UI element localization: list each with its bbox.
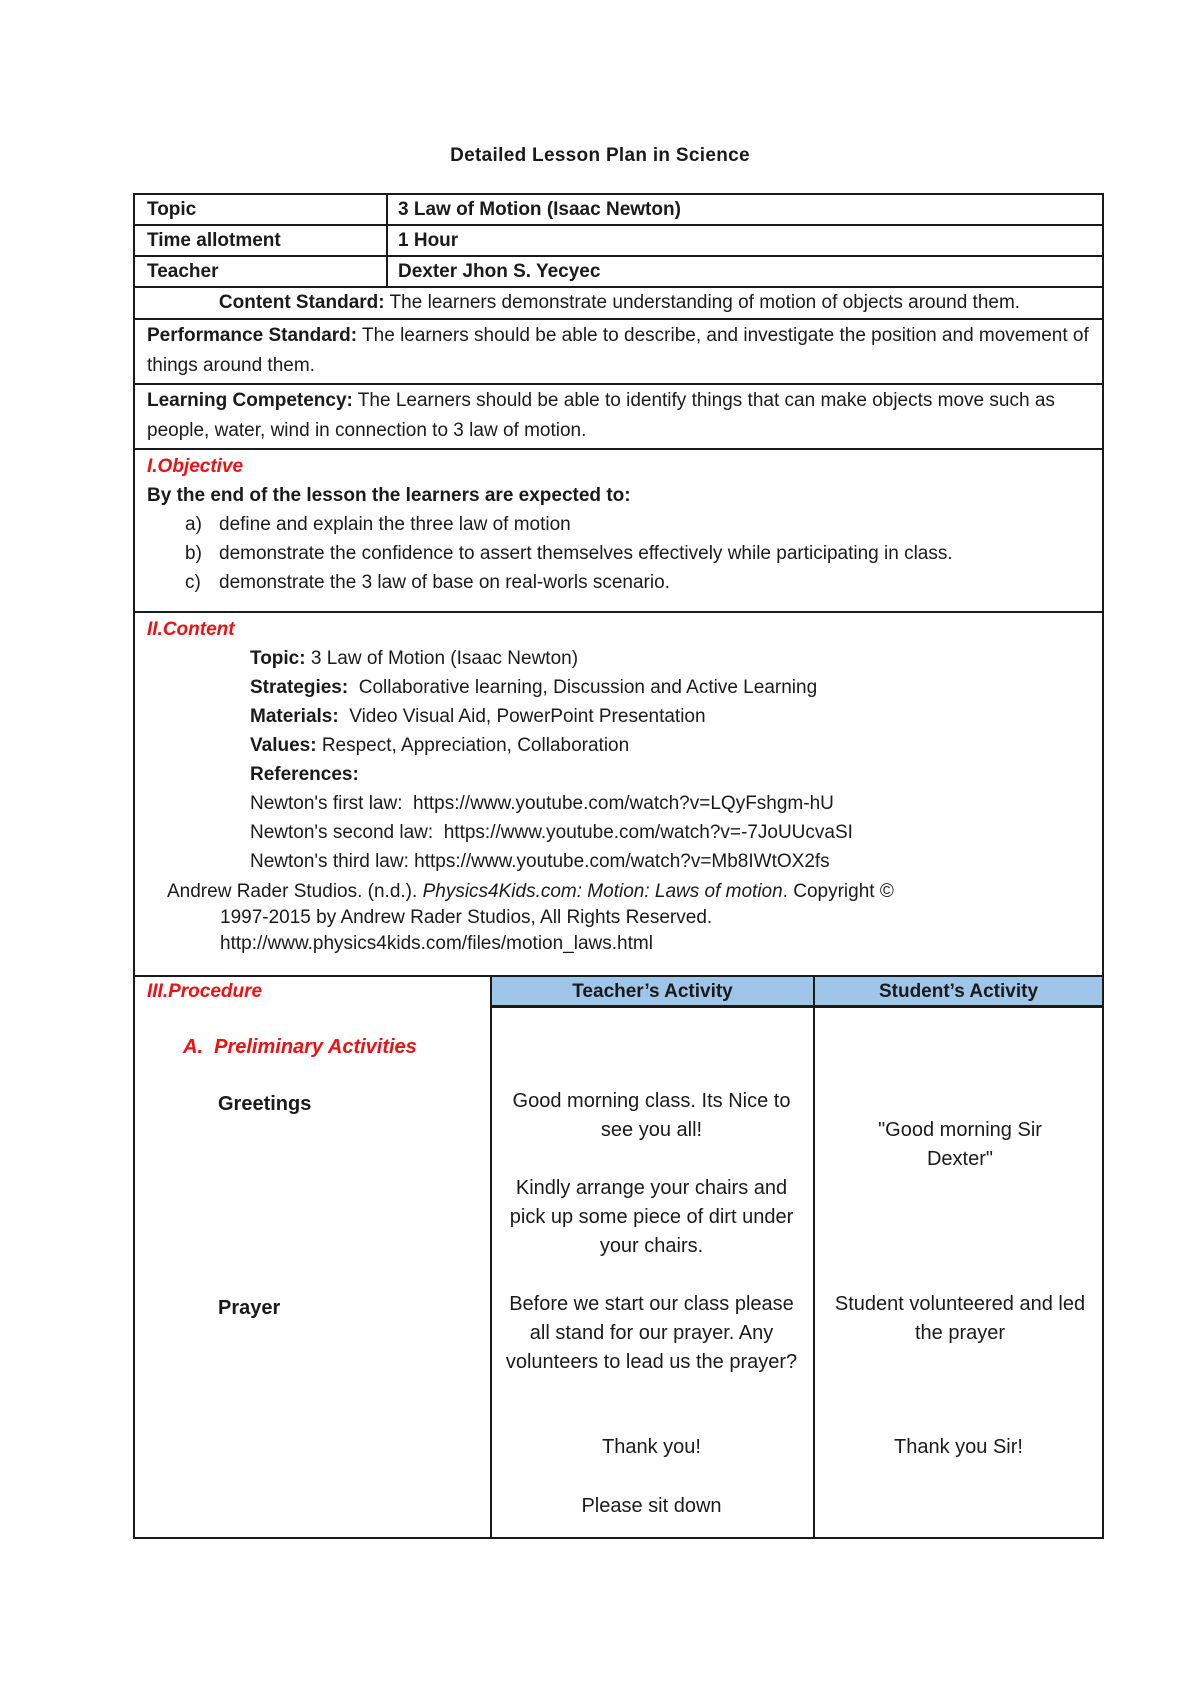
procedure-heading: III.Procedure bbox=[147, 981, 263, 1002]
field-label: Values: bbox=[250, 735, 317, 756]
citation-prefix: Andrew Rader Studios. (n.d.). bbox=[167, 881, 423, 902]
info-value: 3 Law of Motion (Isaac Newton) bbox=[398, 199, 681, 220]
list-marker: a) bbox=[185, 514, 202, 535]
info-row-time-allotment bbox=[135, 226, 1102, 257]
content-materials bbox=[147, 702, 1090, 731]
citation bbox=[147, 879, 1090, 957]
objective-list bbox=[147, 510, 1090, 597]
objective-item bbox=[185, 510, 1090, 539]
performance-standard-text: The learners should be able to describe, and investigate the position and movement of things around them. bbox=[147, 325, 1089, 376]
info-row-topic bbox=[135, 195, 1102, 226]
field-label: Materials: bbox=[250, 706, 339, 727]
field-value: Collaborative learning, Discussion and Active Learning bbox=[348, 677, 818, 698]
objective-heading: I.Objective bbox=[147, 456, 244, 477]
teacher-arrange-text: Kindly arrange your chairs and pick up some piece of dirt under your chairs. bbox=[509, 1177, 794, 1257]
citation-url[interactable]: http://www.physics4kids.com/files/motion_laws.html bbox=[220, 933, 653, 954]
performance-standard-label: Performance Standard: bbox=[147, 325, 358, 346]
info-label: Topic bbox=[135, 195, 388, 224]
list-marker: b) bbox=[185, 543, 202, 564]
content-topic bbox=[147, 644, 1090, 673]
teacher-thanks-text: Thank you! bbox=[602, 1436, 701, 1458]
step-greetings: Greetings bbox=[218, 1093, 312, 1115]
teacher-sit-text: Please sit down bbox=[581, 1495, 722, 1517]
content-heading: II.Content bbox=[147, 619, 235, 640]
student-activity-header: Student’s Activity bbox=[815, 977, 1102, 1008]
student-thanks-text: Thank you Sir! bbox=[894, 1436, 1023, 1458]
procedure-steps-column bbox=[135, 977, 492, 1537]
content-strategies bbox=[147, 673, 1090, 702]
field-value: Video Visual Aid, PowerPoint Presentation bbox=[338, 706, 706, 727]
field-label: Strategies: bbox=[250, 677, 349, 698]
list-marker: c) bbox=[185, 572, 201, 593]
info-label: Teacher bbox=[135, 257, 388, 286]
references-label: References: bbox=[250, 764, 359, 785]
learning-competency-text: The Learners should be able to identify things that can make objects move such as people, water, wind in connection to 3 law of motion. bbox=[147, 390, 1055, 441]
content-standard-label: Content Standard: bbox=[218, 292, 385, 313]
reference-link[interactable]: Newton's second law: https://www.youtube.com/watch?v=-7JoUUcvaSI bbox=[250, 822, 853, 843]
teacher-prayer-text: Before we start our class please all stand for our prayer. Any volunteers to lead us the prayer? bbox=[505, 1293, 798, 1373]
preliminary-activities-heading: A. Preliminary Activities bbox=[183, 1036, 417, 1058]
reference-link[interactable]: Newton's third law: https://www.youtube.com/watch?v=Mb8IWtOX2fs bbox=[250, 851, 830, 872]
field-value: 3 Law of Motion (Isaac Newton) bbox=[305, 648, 579, 669]
page-title: Detailed Lesson Plan in Science bbox=[450, 145, 750, 166]
performance-standard bbox=[135, 320, 1102, 385]
info-row-teacher bbox=[135, 257, 1102, 288]
teacher-activity-column bbox=[492, 977, 815, 1537]
field-label: Topic: bbox=[250, 648, 306, 669]
objective-item bbox=[185, 568, 1090, 597]
student-activity-column bbox=[815, 977, 1102, 1537]
objective-section bbox=[135, 450, 1102, 613]
info-value: 1 Hour bbox=[398, 230, 459, 251]
citation-title: Physics4Kids.com: Motion: Laws of motion bbox=[422, 881, 783, 902]
objective-text: demonstrate the confidence to assert themselves effectively while participating in class. bbox=[219, 543, 953, 564]
step-prayer: Prayer bbox=[218, 1297, 281, 1319]
content-standard-text: The learners demonstrate understanding of motion of objects around them. bbox=[384, 292, 1021, 313]
content-section bbox=[135, 613, 1102, 977]
learning-competency-label: Learning Competency: bbox=[147, 390, 353, 411]
field-value: Respect, Appreciation, Collaboration bbox=[316, 735, 630, 756]
info-label: Time allotment bbox=[135, 226, 388, 255]
objective-item bbox=[185, 539, 1090, 568]
lesson-plan-table bbox=[133, 193, 1104, 1539]
content-values bbox=[147, 731, 1090, 760]
learning-competency bbox=[135, 385, 1102, 450]
teacher-activity-header: Teacher’s Activity bbox=[492, 977, 813, 1008]
info-value: Dexter Jhon S. Yecyec bbox=[398, 261, 601, 282]
content-standard bbox=[135, 288, 1102, 320]
citation-suffix: . Copyright © bbox=[782, 881, 894, 902]
procedure-section bbox=[135, 977, 1102, 1537]
objective-text: define and explain the three law of motion bbox=[219, 514, 571, 535]
teacher-greeting-text: Good morning class. Its Nice to see you all! bbox=[512, 1090, 791, 1141]
student-prayer-text: Student volunteered and led the prayer bbox=[834, 1293, 1086, 1344]
student-greeting-text: "Good morning Sir Dexter" bbox=[878, 1119, 1042, 1170]
reference-link[interactable]: Newton's first law: https://www.youtube.com/watch?v=LQyFshgm-hU bbox=[250, 793, 834, 814]
objective-intro: By the end of the lesson the learners are expected to: bbox=[147, 485, 631, 506]
citation-line: 1997-2015 by Andrew Rader Studios, All Rights Reserved. bbox=[220, 907, 713, 928]
objective-text: demonstrate the 3 law of base on real-worls scenario. bbox=[219, 572, 670, 593]
